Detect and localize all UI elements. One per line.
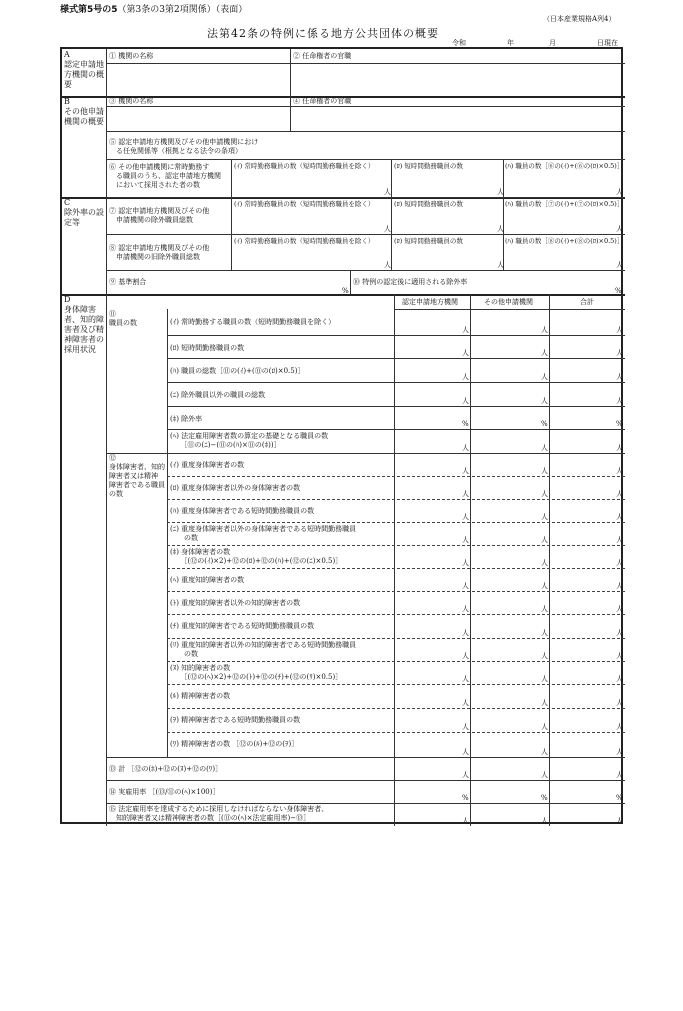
row-disabled-12-label: (ｦ) 精神障害者である短時間勤務職員の数 <box>170 716 301 724</box>
appointment-relation-field[interactable] <box>292 132 622 158</box>
field-old-excluded-total-label: ⑧ 認定申請地方機関及びその他 申請機関の旧除外職員総数 <box>109 244 210 261</box>
row-rule <box>106 803 625 804</box>
row-rule <box>167 406 625 407</box>
col-applicant-agency-header: 認定申請地方機関 <box>402 298 458 306</box>
disabled-6-total-input[interactable] <box>551 570 623 589</box>
unit-person: 人 <box>462 536 469 544</box>
col-rule <box>391 234 392 270</box>
page-title: 法第42条の特例に係る地方公共団体の概要 <box>207 27 439 40</box>
staff-6-other-input[interactable] <box>472 431 548 451</box>
unit-person: 人 <box>497 225 504 233</box>
row-staff-5-label: (ﾎ) 除外率 <box>170 415 203 423</box>
col-rule <box>391 197 392 234</box>
other-appointer-field[interactable] <box>292 107 622 130</box>
row-disabled-13-label: (ﾜ) 精神障害者の数 ［⑫の(ﾙ)+⑫の(ｦ)］ <box>170 740 299 748</box>
block6-regular-input[interactable] <box>233 172 389 195</box>
disabled-10-applicant-input[interactable] <box>396 663 468 682</box>
col-rule <box>167 309 168 757</box>
col-rule <box>290 96 291 131</box>
unit-person: 人 <box>541 467 548 475</box>
disabled-13-other-input[interactable] <box>472 734 548 755</box>
unit-person: 人 <box>462 349 469 357</box>
col-rule <box>394 294 395 826</box>
disabled-7-applicant-input[interactable] <box>396 593 468 612</box>
col-rule <box>231 159 232 197</box>
col-other-agency-header: その他申請機関 <box>484 298 533 306</box>
unit-person: 人 <box>541 771 548 779</box>
field-base-ratio-label: ⑨ 基準割合 <box>109 278 147 286</box>
unit-person: 人 <box>541 629 548 637</box>
unit-person: 人 <box>462 771 469 779</box>
unit-person: 人 <box>541 675 548 683</box>
unit-person: 人 <box>541 699 548 707</box>
block6-part-time-input[interactable] <box>393 172 501 195</box>
staff-1-applicant-input[interactable] <box>396 311 468 333</box>
field-appointment-relation-label: ⑤ 認定申請地方機関及びその他申請機関におけ る任免関係等（根拠となる法令の条項） <box>109 138 259 155</box>
row-actual-rate-label: ⑭ 実雇用率 ［(⑬/⑪の(ﾍ)×100)］ <box>109 788 220 796</box>
col-regular-staff-label: (ｲ) 常時勤務職員の数（短時間勤務職員を除く） <box>234 237 375 245</box>
other-agency-name-field[interactable] <box>108 107 288 130</box>
disabled-11-total-input[interactable] <box>551 686 623 706</box>
unit-person: 人 <box>541 748 548 756</box>
staff-3-applicant-input[interactable] <box>396 360 468 380</box>
unit-person: 人 <box>541 513 548 521</box>
dashed-row-rule <box>167 614 625 615</box>
disabled-7-total-input[interactable] <box>551 593 623 612</box>
unit-person: 人 <box>541 605 548 613</box>
disabled-1-applicant-input[interactable] <box>396 455 468 474</box>
agency-name-field[interactable] <box>108 64 288 95</box>
section-d-label: D 身体障害 者、知的障 害者及び精 神障害者の 採用状況 <box>64 295 104 354</box>
disabled-8-other-input[interactable] <box>472 616 548 636</box>
unit-percent: % <box>342 287 349 295</box>
staff-4-total-input[interactable] <box>551 384 623 404</box>
col-rule <box>290 49 291 96</box>
row-rule <box>106 453 625 454</box>
unit-person: 人 <box>541 582 548 590</box>
unit-person: 人 <box>541 817 548 825</box>
field-other-agency-name-label: ③ 機関の名称 <box>109 97 154 105</box>
unit-percent: % <box>462 794 469 802</box>
row-rule <box>167 335 625 336</box>
unit-person: 人 <box>541 559 548 567</box>
unit-person: 人 <box>462 397 469 405</box>
date-year: 年 <box>507 39 514 47</box>
row-rule <box>106 780 625 781</box>
date-era: 令和 <box>452 39 466 47</box>
staff-2-total-input[interactable] <box>551 337 623 356</box>
unit-person: 人 <box>541 444 548 452</box>
unit-person: 人 <box>384 225 391 233</box>
disabled-11-applicant-input[interactable] <box>396 686 468 706</box>
row-disabled-10-label: (ﾇ) 知的障害者の数 ［(⑫の(ﾍ)×2)+⑫の(ﾄ)+⑫の(ﾁ)+(⑫の(ﾘ)×0.5)］ <box>170 664 343 681</box>
actual-rate-total-input[interactable] <box>551 782 623 801</box>
row-disabled-1-label: (ｲ) 重度身体障害者の数 <box>170 461 245 469</box>
field-excluded-total-label: ⑦ 認定申請地方機関及びその他 申請機関の除外職員総数 <box>109 207 210 224</box>
unit-person: 人 <box>616 349 623 357</box>
dashed-row-rule <box>167 638 625 639</box>
unit-person: 人 <box>462 748 469 756</box>
unit-person: 人 <box>541 397 548 405</box>
unit-person: 人 <box>616 444 623 452</box>
unit-person: 人 <box>384 261 391 269</box>
dashed-row-rule <box>167 684 625 685</box>
unit-person: 人 <box>616 513 623 521</box>
unit-person: 人 <box>616 261 623 269</box>
disabled-3-applicant-input[interactable] <box>396 501 468 520</box>
col-rule <box>350 270 351 294</box>
row-rule <box>106 757 625 758</box>
disabled-12-applicant-input[interactable] <box>396 710 468 730</box>
disabled-2-other-input[interactable] <box>472 478 548 497</box>
unit-person: 人 <box>616 582 623 590</box>
col-rule <box>391 159 392 197</box>
row-disabled-6-label: (ﾍ) 重度知的障害者の数 <box>170 576 245 584</box>
row-disabled-7-label: (ﾄ) 重度知的障害者以外の知的障害者の数 <box>170 599 301 607</box>
col-regular-staff-label: (ｲ) 常時勤務職員の数（短時間勤務職員を除く） <box>234 200 375 208</box>
unit-person: 人 <box>462 373 469 381</box>
staff-2-applicant-input[interactable] <box>396 337 468 356</box>
disabled-4-total-input[interactable] <box>551 524 623 543</box>
row-disabled-3-label: (ﾊ) 重度身体障害者である短時間勤務職員の数 <box>170 507 315 515</box>
unit-person: 人 <box>462 675 469 683</box>
unit-person: 人 <box>384 188 391 196</box>
unit-person: 人 <box>616 326 623 334</box>
dashed-row-rule <box>167 708 625 709</box>
row-staff-2-label: (ﾛ) 短時間勤務職員の数 <box>170 344 245 352</box>
staff-4-applicant-input[interactable] <box>396 384 468 404</box>
appointer-field[interactable] <box>292 64 622 95</box>
disabled-8-applicant-input[interactable] <box>396 616 468 636</box>
disabled-4-other-input[interactable] <box>472 524 548 543</box>
unit-person: 人 <box>462 605 469 613</box>
label-column-divider <box>106 49 107 826</box>
applied-rate-input[interactable] <box>502 272 612 292</box>
actual-rate-applicant-input[interactable] <box>396 782 468 801</box>
col-staff-count-label: (ﾊ) 職員の数［⑦の(ｲ)+(⑦の(ﾛ)×0.5)］ <box>505 200 624 208</box>
unit-percent: % <box>615 287 622 295</box>
unit-person: 人 <box>616 723 623 731</box>
row-sum-label: ⑬ 計 ［⑫の(ﾎ)+⑫の(ﾇ)+⑫の(ﾜ)］ <box>109 765 223 773</box>
block8-regular-input[interactable] <box>233 247 389 268</box>
block7-part-time-input[interactable] <box>393 210 501 232</box>
actual-rate-other-input[interactable] <box>472 782 548 801</box>
unit-percent: % <box>462 420 469 428</box>
disabled-13-total-input[interactable] <box>551 734 623 755</box>
unit-person: 人 <box>462 490 469 498</box>
row-rule <box>167 382 625 383</box>
unit-person: 人 <box>497 261 504 269</box>
disabled-7-other-input[interactable] <box>472 593 548 612</box>
disabled-9-applicant-input[interactable] <box>396 640 468 659</box>
disabled-4-applicant-input[interactable] <box>396 524 468 543</box>
unit-person: 人 <box>616 490 623 498</box>
group-staff-count-label: ⑪ 職員の数 <box>109 310 137 327</box>
unit-person: 人 <box>616 675 623 683</box>
staff-6-applicant-input[interactable] <box>396 431 468 451</box>
unit-person: 人 <box>462 559 469 567</box>
staff-1-other-input[interactable] <box>472 311 548 333</box>
required-hire-other-input[interactable] <box>472 805 548 824</box>
unit-percent: % <box>616 794 623 802</box>
dashed-row-rule <box>167 591 625 592</box>
unit-person: 人 <box>462 723 469 731</box>
unit-person: 人 <box>616 397 623 405</box>
dashed-row-rule <box>167 476 625 477</box>
staff-1-total-input[interactable] <box>551 311 623 333</box>
staff-2-other-input[interactable] <box>472 337 548 356</box>
staff-3-total-input[interactable] <box>551 360 623 380</box>
unit-person: 人 <box>462 326 469 334</box>
unit-person: 人 <box>541 536 548 544</box>
unit-person: 人 <box>462 817 469 825</box>
disabled-3-total-input[interactable] <box>551 501 623 520</box>
required-hire-applicant-input[interactable] <box>396 805 468 824</box>
unit-person: 人 <box>462 652 469 660</box>
dashed-row-rule <box>167 732 625 733</box>
disabled-10-other-input[interactable] <box>472 663 548 682</box>
date-month: 月 <box>549 39 556 47</box>
unit-person: 人 <box>462 582 469 590</box>
block6-total-input[interactable] <box>505 172 623 195</box>
unit-person: 人 <box>541 652 548 660</box>
col-rule <box>231 234 232 270</box>
dashed-row-rule <box>167 522 625 523</box>
unit-person: 人 <box>616 771 623 779</box>
field-other-appointer-label: ④ 任命権者の官職 <box>293 97 352 105</box>
disabled-10-total-input[interactable] <box>551 663 623 682</box>
row-rule <box>106 197 625 198</box>
dashed-row-rule <box>167 568 625 569</box>
disabled-2-total-input[interactable] <box>551 478 623 497</box>
field-agency-name-label: ① 機関の名称 <box>109 52 154 60</box>
row-rule <box>394 309 625 310</box>
sum-total-input[interactable] <box>551 759 623 778</box>
disabled-1-total-input[interactable] <box>551 455 623 474</box>
unit-percent: % <box>541 794 548 802</box>
disabled-11-other-input[interactable] <box>472 686 548 706</box>
disabled-8-total-input[interactable] <box>551 616 623 636</box>
unit-person: 人 <box>462 699 469 707</box>
sum-applicant-input[interactable] <box>396 759 468 778</box>
section-a-label: A 認定申請地 方機関の概 要 <box>64 50 104 89</box>
unit-person: 人 <box>616 536 623 544</box>
field-applied-exclusion-rate-label: ⑩ 特例の認定後に適用される除外率 <box>353 278 468 286</box>
unit-person: 人 <box>462 629 469 637</box>
paper-standard: （日本産業規格A列4） <box>543 15 616 23</box>
unit-percent: % <box>541 420 548 428</box>
section-c-label: C 除外率の設 定等 <box>64 198 104 227</box>
disabled-9-total-input[interactable] <box>551 640 623 659</box>
disabled-1-other-input[interactable] <box>472 455 548 474</box>
row-disabled-5-label: (ﾎ) 身体障害者の数 ［(⑫の(ｲ)×2)+⑫の(ﾛ)+⑫の(ﾊ)+(⑫の(ﾆ)×0.5)］ <box>170 548 343 565</box>
disabled-12-other-input[interactable] <box>472 710 548 730</box>
row-rule <box>106 159 625 160</box>
unit-person: 人 <box>462 513 469 521</box>
block7-regular-input[interactable] <box>233 210 389 232</box>
row-rule <box>167 358 625 359</box>
unit-person: 人 <box>616 188 623 196</box>
row-disabled-9-label: (ﾘ) 重度知的障害者以外の知的障害者である短時間勤務職員 の数 <box>170 641 357 658</box>
disabled-13-applicant-input[interactable] <box>396 734 468 755</box>
dashed-row-rule <box>167 545 625 546</box>
col-rule <box>231 197 232 234</box>
unit-person: 人 <box>616 225 623 233</box>
unit-person: 人 <box>616 699 623 707</box>
field-hired-staff-label: ⑥ その他申請機関に常時勤務す る職員のうち、認定申請地方機関 において採用された者の数 <box>109 163 221 189</box>
date-day: 日現在 <box>597 39 618 47</box>
unit-person: 人 <box>616 559 623 567</box>
row-staff-1-label: (ｲ) 常時勤務する職員の数（短時間勤務職員を除く） <box>170 318 336 326</box>
block8-total-input[interactable] <box>505 247 623 268</box>
row-disabled-8-label: (ﾁ) 重度知的障害者である短時間勤務職員の数 <box>170 622 315 630</box>
base-ratio-input[interactable] <box>222 272 340 292</box>
disabled-6-applicant-input[interactable] <box>396 570 468 589</box>
row-staff-4-label: (ﾆ) 除外職員以外の職員の総数 <box>170 391 266 399</box>
unit-person: 人 <box>462 444 469 452</box>
col-regular-staff-label: (ｲ) 常時勤務職員の数（短時間勤務職員を除く） <box>234 162 375 170</box>
unit-person: 人 <box>616 373 623 381</box>
staff-6-total-input[interactable] <box>551 431 623 451</box>
section-b-label: B その他申請 機関の概要 <box>64 97 104 126</box>
row-rule <box>106 270 625 271</box>
unit-person: 人 <box>541 349 548 357</box>
required-hire-total-input[interactable] <box>551 805 623 824</box>
disabled-3-other-input[interactable] <box>472 501 548 520</box>
col-part-time-staff-label: (ﾛ) 短時間勤務職員の数 <box>394 200 463 208</box>
staff-3-other-input[interactable] <box>472 360 548 380</box>
block7-total-input[interactable] <box>505 210 623 232</box>
col-staff-count-label: (ﾊ) 職員の数［⑧の(ｲ)+(⑧の(ﾛ)×0.5)］ <box>505 237 624 245</box>
disabled-2-applicant-input[interactable] <box>396 478 468 497</box>
row-staff-6-label: (ﾍ) 法定雇用障害者数の算定の基礎となる職員の数 ［⑪の(ﾆ)−(⑪の(ﾊ)×⑪の(ﾎ))］ <box>170 432 329 449</box>
row-disabled-11-label: (ﾙ) 精神障害者の数 <box>170 692 231 700</box>
col-part-time-staff-label: (ﾛ) 短時間勤務職員の数 <box>394 237 463 245</box>
staff-5-other-input[interactable] <box>472 408 548 427</box>
field-appointer-label: ② 任命権者の官職 <box>293 52 352 60</box>
unit-person: 人 <box>616 605 623 613</box>
row-disabled-2-label: (ﾛ) 重度身体障害者以外の身体障害者の数 <box>170 484 301 492</box>
row-staff-3-label: (ﾊ) 職員の総数［⑪の(ｲ)+(⑪の(ﾛ)×0.5)］ <box>170 367 305 375</box>
unit-person: 人 <box>497 188 504 196</box>
staff-5-applicant-input[interactable] <box>396 408 468 427</box>
dashed-row-rule <box>167 499 625 500</box>
unit-person: 人 <box>462 467 469 475</box>
unit-person: 人 <box>616 652 623 660</box>
disabled-5-applicant-input[interactable] <box>396 547 468 566</box>
unit-person: 人 <box>541 326 548 334</box>
group-disabled-staff-label: ⑫ 身体障害者、知的 障害者又は精神 障害者である職員 の数 <box>109 454 165 498</box>
disabled-5-other-input[interactable] <box>472 547 548 566</box>
col-total-header: 合計 <box>580 298 594 306</box>
row-disabled-4-label: (ﾆ) 重度身体障害者以外の身体障害者である短時間勤務職員 の数 <box>170 525 357 542</box>
col-part-time-staff-label: (ﾛ) 短時間勤務職員の数 <box>394 162 463 170</box>
unit-person: 人 <box>541 723 548 731</box>
disabled-6-other-input[interactable] <box>472 570 548 589</box>
unit-person: 人 <box>616 629 623 637</box>
block8-part-time-input[interactable] <box>393 247 501 268</box>
form-table <box>60 47 623 824</box>
unit-person: 人 <box>616 817 623 825</box>
disabled-5-total-input[interactable] <box>551 547 623 566</box>
row-required-hire-label: ⑮ 法定雇用率を達成するために採用しなければならない身体障害者、 知的障害者又は精神障害者の数［(⑪の(ﾍ)×法定雇用率)−⑬］ <box>109 805 329 822</box>
unit-percent: % <box>616 420 623 428</box>
unit-person: 人 <box>616 748 623 756</box>
unit-person: 人 <box>541 373 548 381</box>
row-rule <box>167 429 625 430</box>
disabled-9-other-input[interactable] <box>472 640 548 659</box>
row-rule <box>106 234 625 235</box>
dashed-row-rule <box>167 661 625 662</box>
col-rule <box>470 294 471 826</box>
sum-other-input[interactable] <box>472 759 548 778</box>
unit-person: 人 <box>616 467 623 475</box>
staff-5-total-input[interactable] <box>551 408 623 427</box>
staff-4-other-input[interactable] <box>472 384 548 404</box>
disabled-12-total-input[interactable] <box>551 710 623 730</box>
unit-person: 人 <box>541 490 548 498</box>
col-rule <box>549 294 550 826</box>
form-number: 様式第5号の5（第3条の3第2項関係）（表面） <box>60 5 248 15</box>
col-staff-count-label: (ﾊ) 職員の数［⑥の(ｲ)+(⑥の(ﾛ)×0.5)］ <box>505 162 624 170</box>
